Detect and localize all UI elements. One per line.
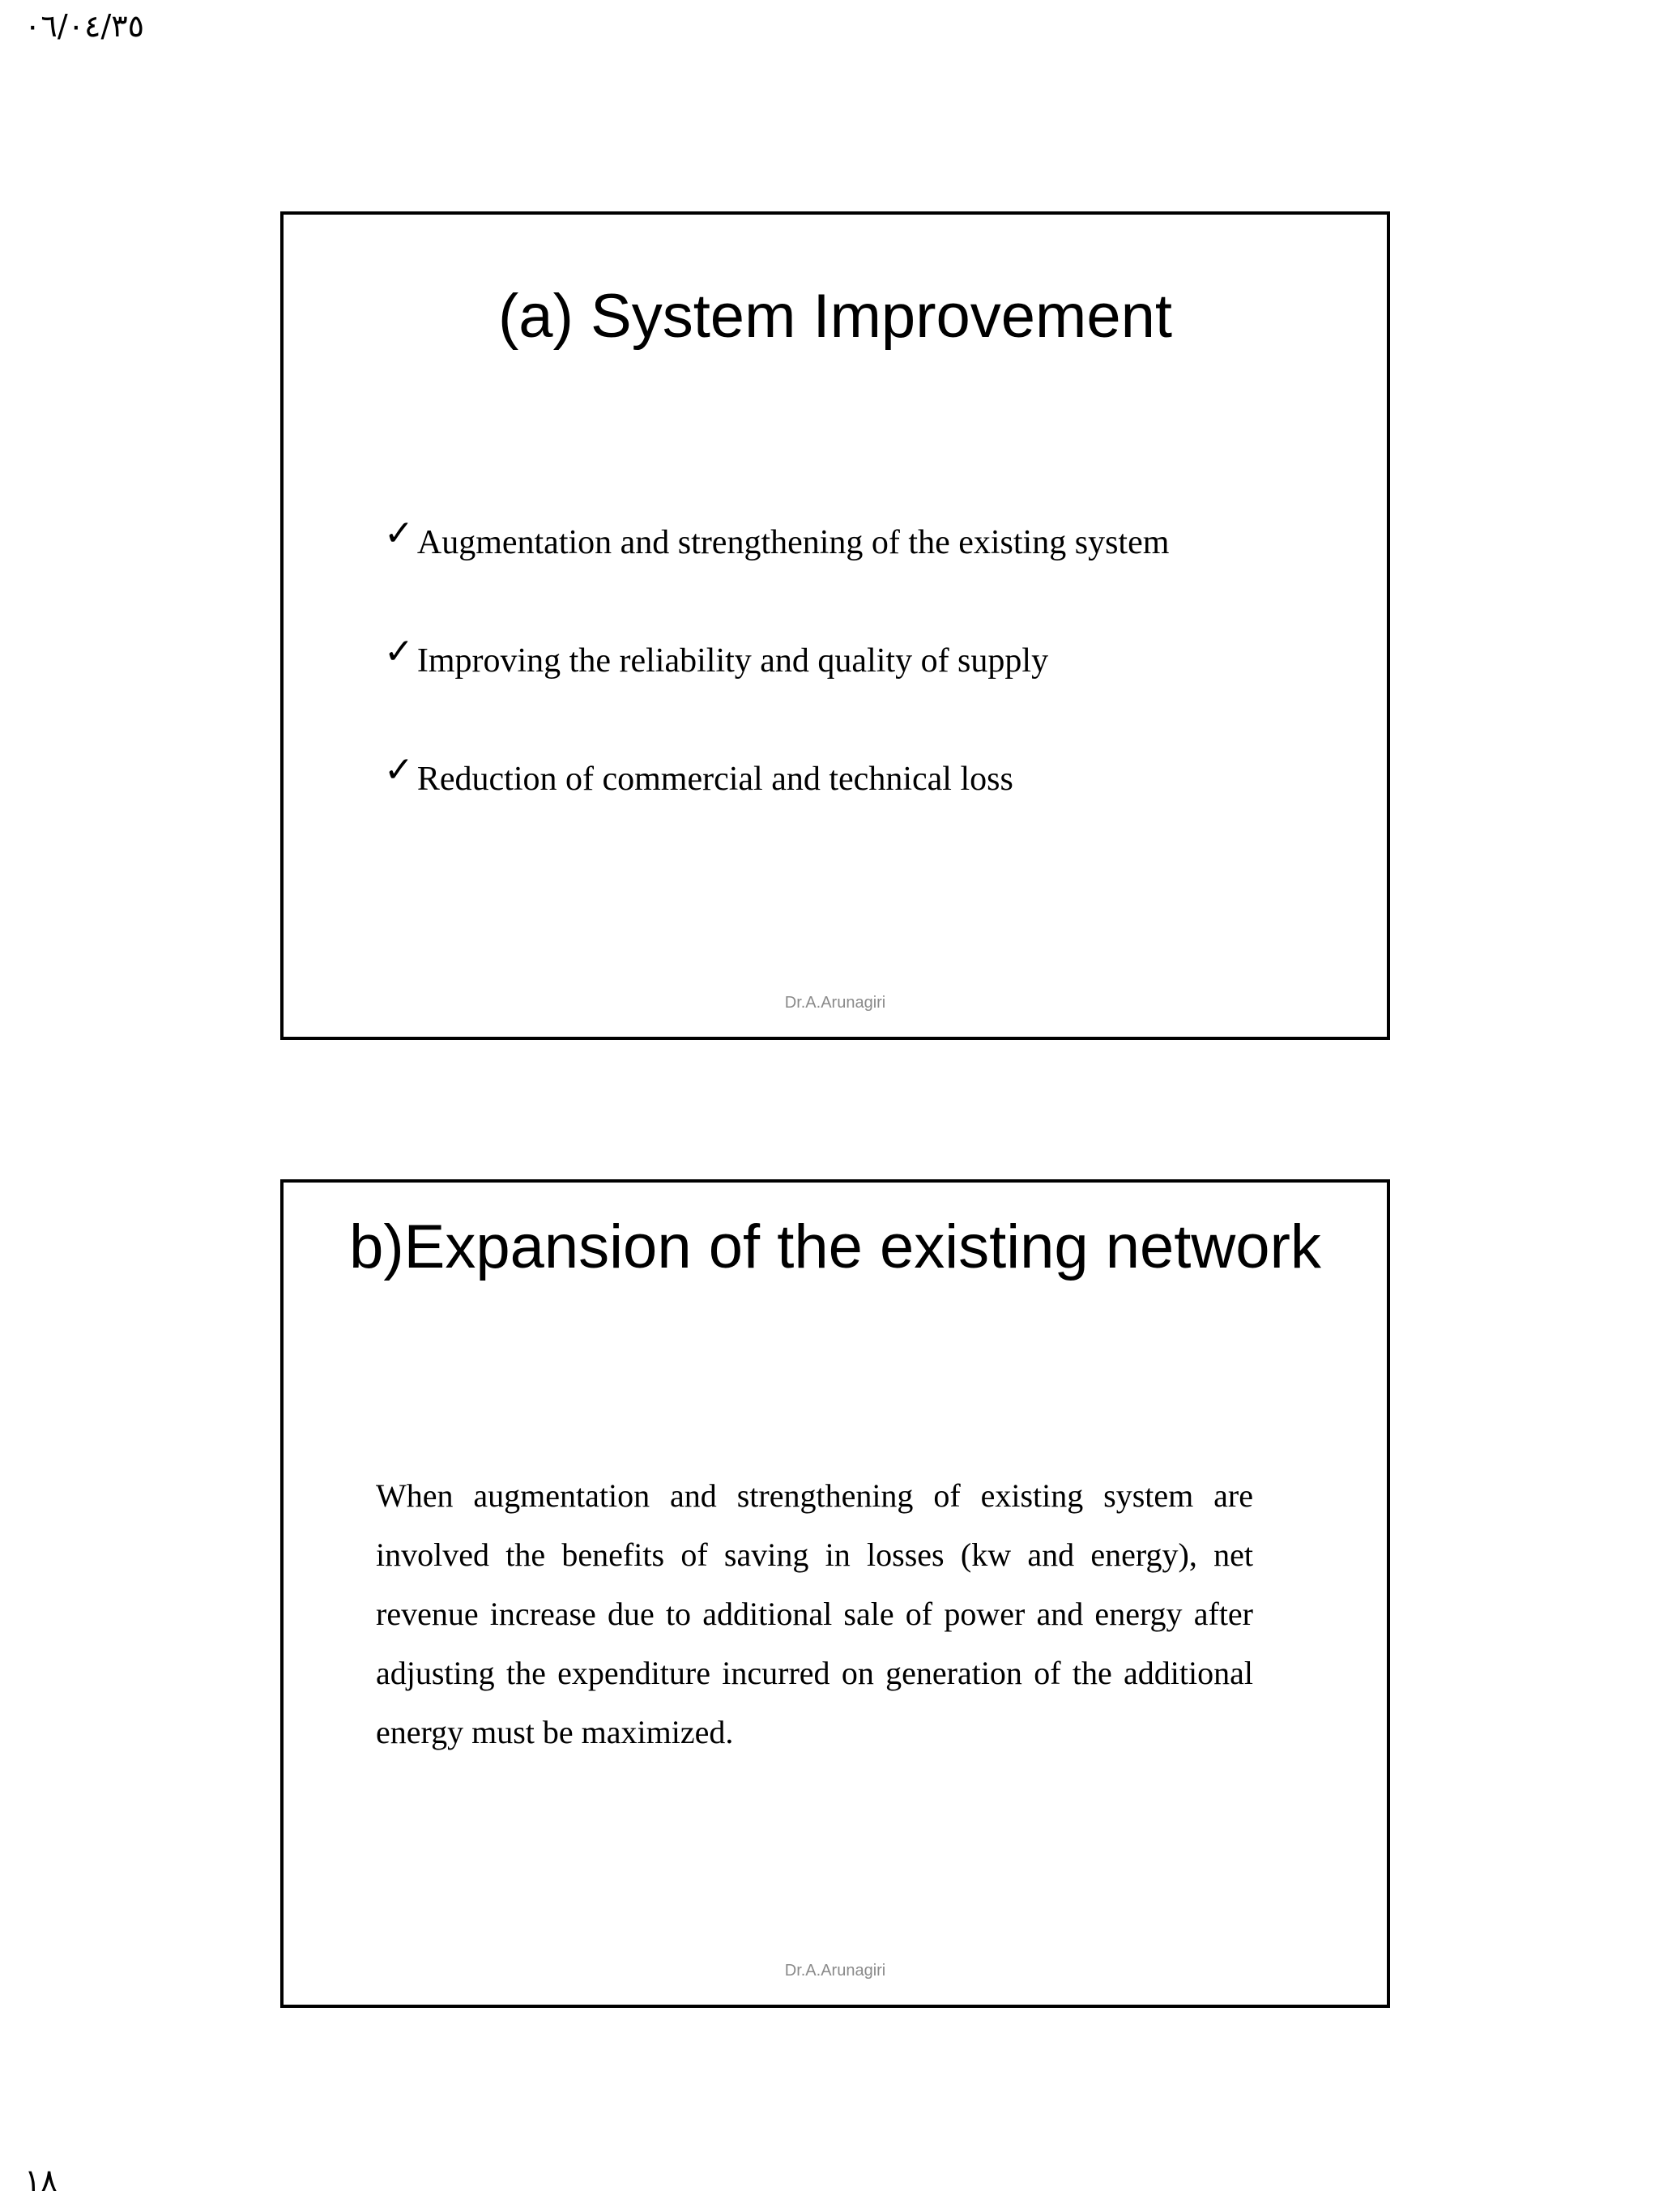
slide-network-expansion	[280, 1179, 1390, 2008]
list-item	[384, 513, 1170, 639]
page-date: ٠٦/٠٤/٣٥	[24, 8, 145, 44]
checkmark-icon: ✓	[384, 749, 414, 791]
bullet-text: Augmentation and strengthening of the existing system	[416, 524, 1170, 561]
slide-footer: Dr.A.Arunagiri	[784, 1962, 886, 1980]
checkmark-icon: ✓	[384, 631, 414, 672]
slide-system-improvement	[280, 211, 1390, 1040]
slide-title: b)Expansion of the existing network	[349, 1213, 1321, 1281]
bullet-text: Improving the reliability and quality of supply	[416, 642, 1049, 680]
bullet-text: Reduction of commercial and technical loss	[416, 761, 1013, 798]
page-number: ١٨	[24, 2163, 58, 2198]
list-item	[384, 631, 1169, 757]
slide-title: (a) System Improvement	[498, 282, 1172, 351]
checkmark-icon: ✓	[384, 513, 414, 554]
slide-footer: Dr.A.Arunagiri	[784, 994, 886, 1012]
bullet-list	[384, 513, 1170, 876]
slide-paragraph: When augmentation and strengthening of existing system are involved the benefits of saving in losses (kw and energy), net revenue increase due to additional sale of power and energy after adjusting the expenditure incurred on generation of the additional energy must be maximized.	[376, 1477, 1253, 1750]
list-item	[384, 749, 1169, 876]
